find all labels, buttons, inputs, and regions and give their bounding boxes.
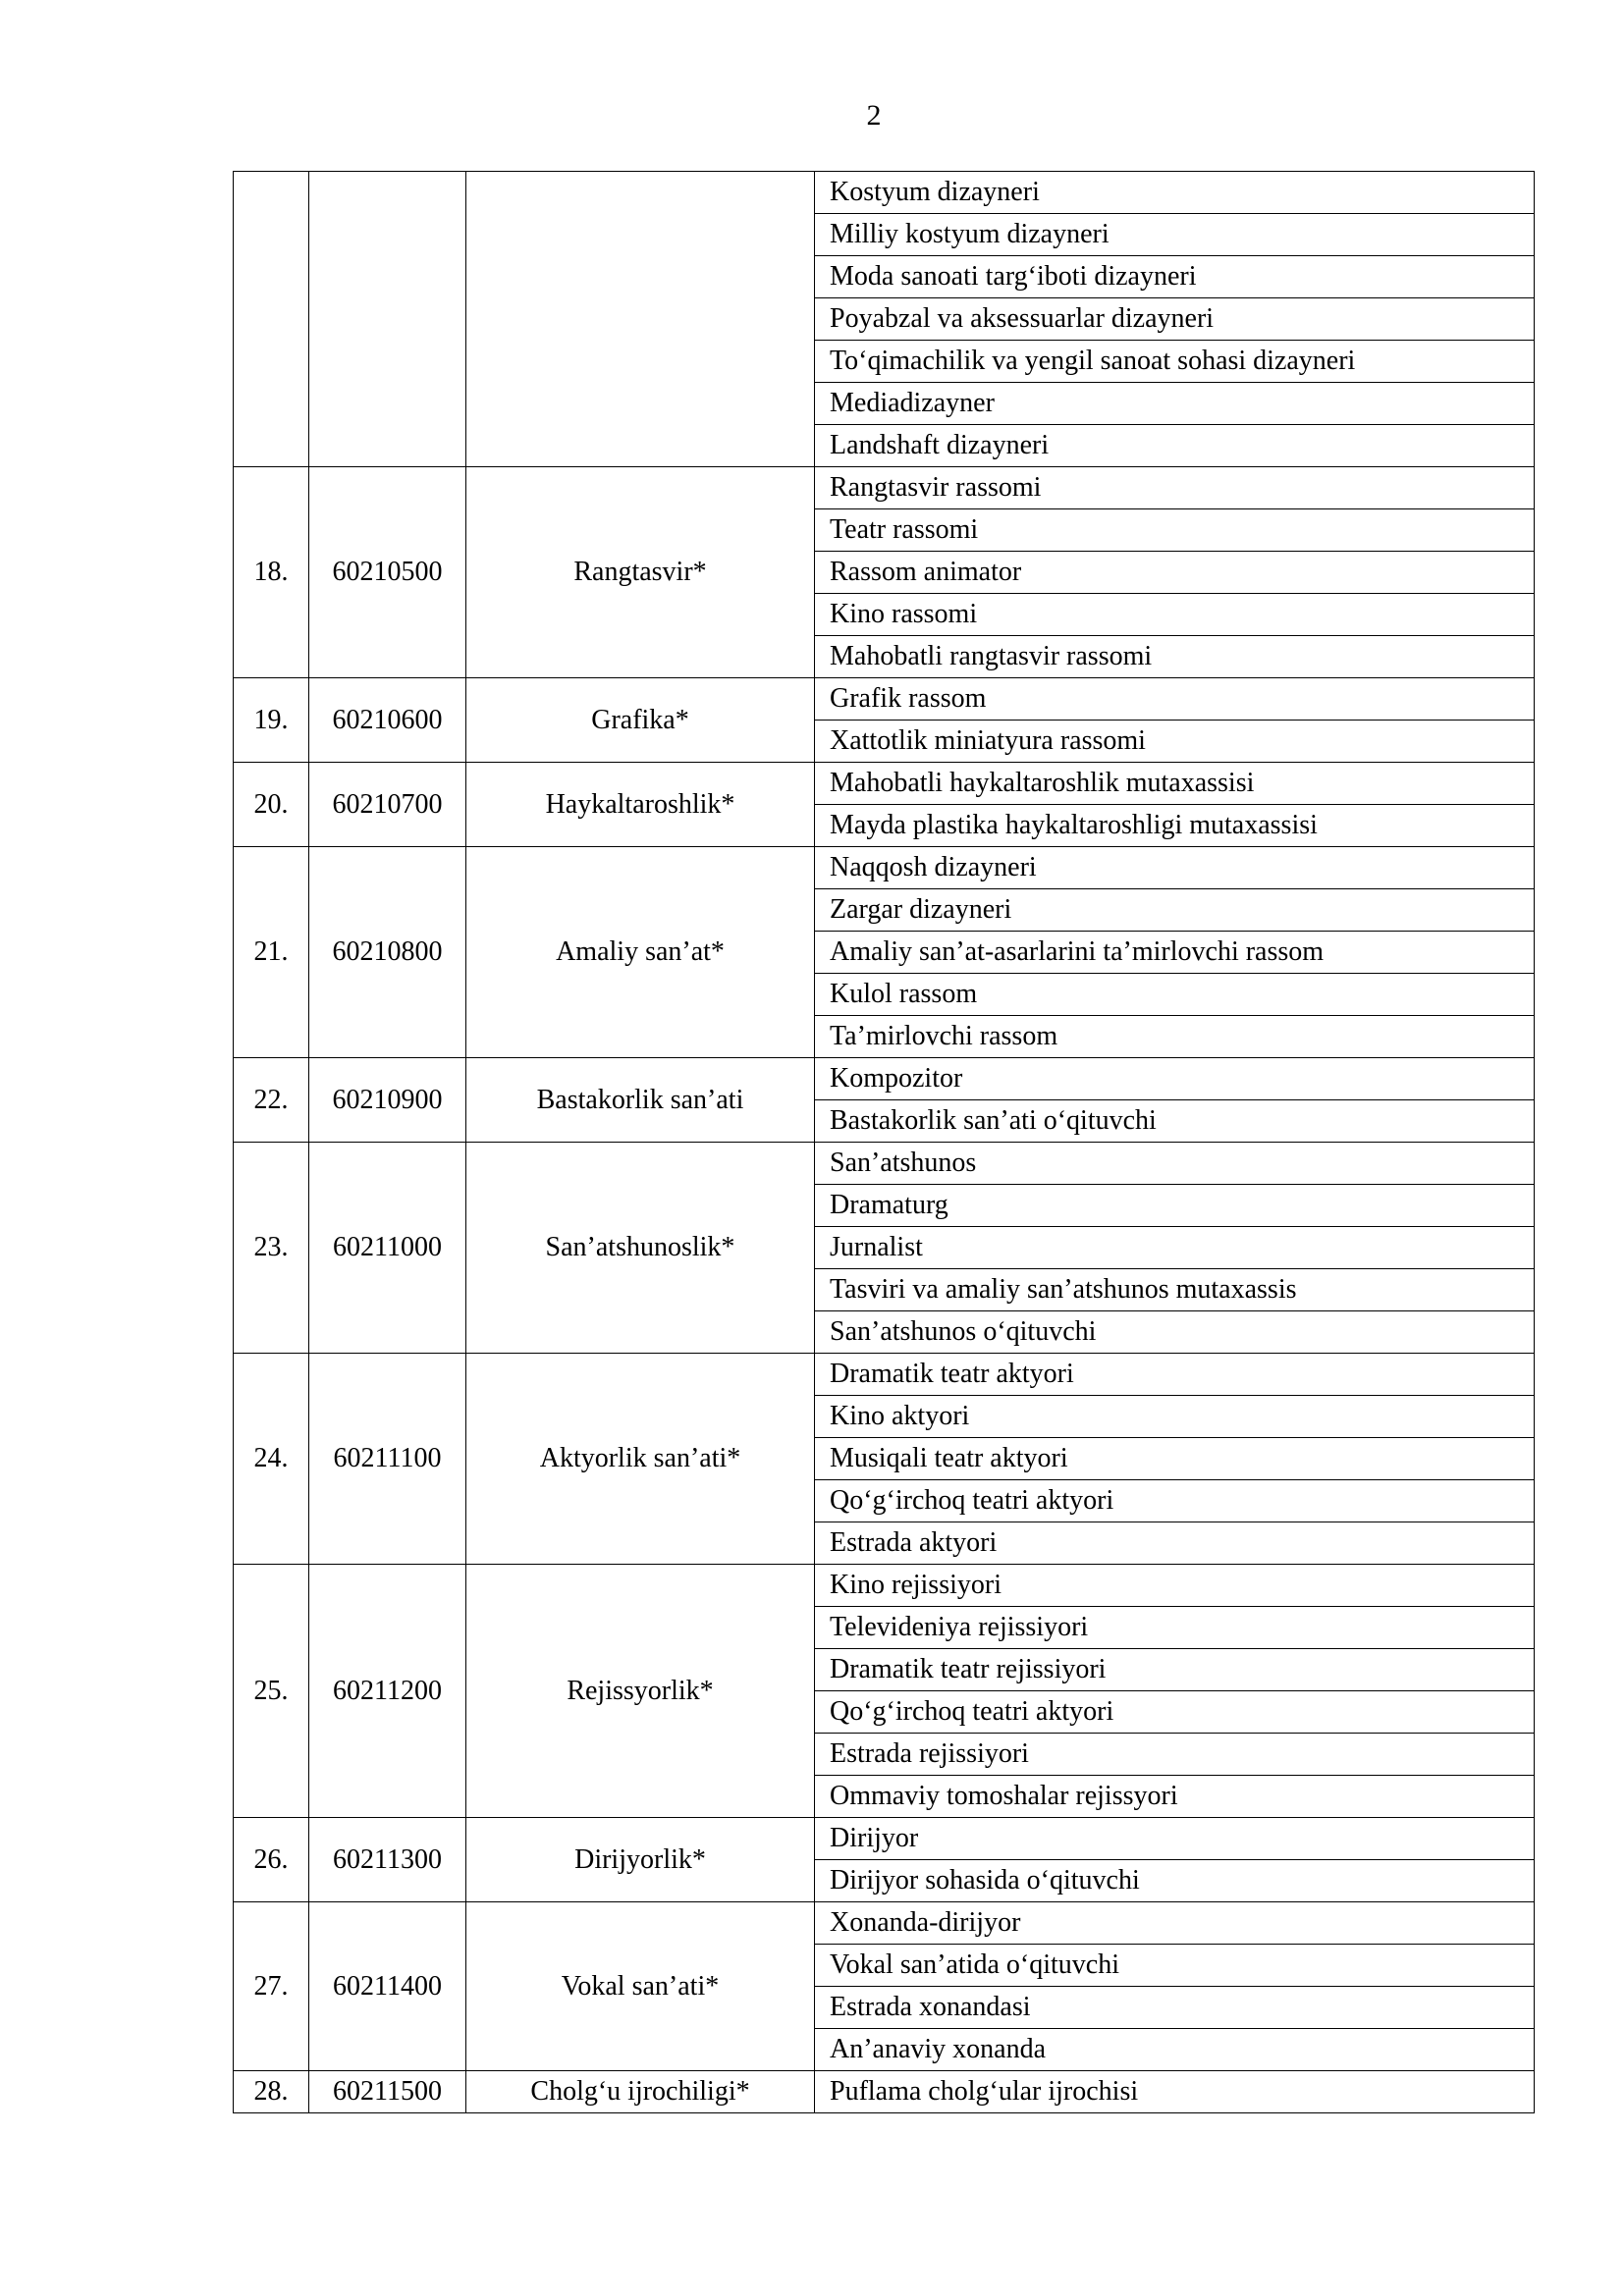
- profession-cell: Mediadizayner: [815, 383, 1535, 425]
- specialty-name-cell: Bastakorlik san’ati: [466, 1058, 815, 1143]
- specialty-name-cell: Dirijyorlik*: [466, 1818, 815, 1902]
- profession-cell: Tasviri va amaliy san’atshunos mutaxassis: [815, 1269, 1535, 1311]
- profession-cell: Milliy kostyum dizayneri: [815, 214, 1535, 256]
- profession-cell: Rangtasvir rassomi: [815, 467, 1535, 509]
- table-row: [234, 467, 1535, 509]
- profession-cell: Musiqali teatr aktyori: [815, 1438, 1535, 1480]
- profession-cell: Bastakorlik san’ati o‘qituvchi: [815, 1100, 1535, 1143]
- specialty-code-cell: 60210700: [309, 763, 466, 847]
- profession-cell: Zargar dizayneri: [815, 889, 1535, 932]
- profession-cell: Kino rejissiyori: [815, 1565, 1535, 1607]
- row-number-cell: 19.: [234, 678, 309, 763]
- profession-cell: Amaliy san’at-asarlarini ta’mirlovchi rassom: [815, 932, 1535, 974]
- profession-cell: Mayda plastika haykaltaroshligi mutaxassisi: [815, 805, 1535, 847]
- specialty-name-cell: Rejissyorlik*: [466, 1565, 815, 1818]
- profession-cell: Grafik rassom: [815, 678, 1535, 721]
- profession-cell: Mahobatli haykaltaroshlik mutaxassisi: [815, 763, 1535, 805]
- row-number-cell: 18.: [234, 467, 309, 678]
- profession-cell: San’atshunos: [815, 1143, 1535, 1185]
- table-row: [234, 2071, 1535, 2113]
- specialties-table: [233, 171, 1535, 2113]
- row-number-cell: 23.: [234, 1143, 309, 1354]
- row-number-cell: 24.: [234, 1354, 309, 1565]
- specialty-name-cell: [466, 172, 815, 467]
- row-number-cell: 28.: [234, 2071, 309, 2113]
- profession-cell: Estrada aktyori: [815, 1522, 1535, 1565]
- specialty-name-cell: Grafika*: [466, 678, 815, 763]
- profession-cell: Mahobatli rangtasvir rassomi: [815, 636, 1535, 678]
- profession-cell: Xattotlik miniatyura rassomi: [815, 721, 1535, 763]
- profession-cell: Estrada xonandasi: [815, 1987, 1535, 2029]
- profession-cell: An’anaviy xonanda: [815, 2029, 1535, 2071]
- row-number-cell: [234, 172, 309, 467]
- profession-cell: Kostyum dizayneri: [815, 172, 1535, 214]
- row-number-cell: 25.: [234, 1565, 309, 1818]
- profession-cell: San’atshunos o‘qituvchi: [815, 1311, 1535, 1354]
- specialty-code-cell: 60211100: [309, 1354, 466, 1565]
- profession-cell: Kino aktyori: [815, 1396, 1535, 1438]
- profession-cell: Puflama cholg‘ular ijrochisi: [815, 2071, 1535, 2113]
- table-row: [234, 1902, 1535, 1945]
- specialty-name-cell: Haykaltaroshlik*: [466, 763, 815, 847]
- specialty-name-cell: Amaliy san’at*: [466, 847, 815, 1058]
- profession-cell: Ta’mirlovchi rassom: [815, 1016, 1535, 1058]
- profession-cell: Kulol rassom: [815, 974, 1535, 1016]
- row-number-cell: 21.: [234, 847, 309, 1058]
- row-number-cell: 27.: [234, 1902, 309, 2071]
- table-row: [234, 1058, 1535, 1100]
- specialty-name-cell: San’atshunoslik*: [466, 1143, 815, 1354]
- specialty-code-cell: 60210500: [309, 467, 466, 678]
- table-row: [234, 172, 1535, 214]
- table-body: [234, 172, 1535, 2113]
- specialty-name-cell: Vokal san’ati*: [466, 1902, 815, 2071]
- profession-cell: Qo‘g‘irchoq teatri aktyori: [815, 1691, 1535, 1734]
- table-row: [234, 1818, 1535, 1860]
- specialty-code-cell: 60211000: [309, 1143, 466, 1354]
- table-row: [234, 763, 1535, 805]
- profession-cell: Rassom animator: [815, 552, 1535, 594]
- specialty-code-cell: 60211300: [309, 1818, 466, 1902]
- profession-cell: Ommaviy tomoshalar rejissyori: [815, 1776, 1535, 1818]
- profession-cell: Naqqosh dizayneri: [815, 847, 1535, 889]
- profession-cell: Televideniya rejissiyori: [815, 1607, 1535, 1649]
- profession-cell: Landshaft dizayneri: [815, 425, 1535, 467]
- table-row: [234, 1565, 1535, 1607]
- profession-cell: Xonanda-dirijyor: [815, 1902, 1535, 1945]
- profession-cell: Dramatik teatr aktyori: [815, 1354, 1535, 1396]
- specialty-name-cell: Aktyorlik san’ati*: [466, 1354, 815, 1565]
- specialty-code-cell: 60211500: [309, 2071, 466, 2113]
- profession-cell: Kino rassomi: [815, 594, 1535, 636]
- profession-cell: Teatr rassomi: [815, 509, 1535, 552]
- table-row: [234, 678, 1535, 721]
- row-number-cell: 22.: [234, 1058, 309, 1143]
- specialty-name-cell: Rangtasvir*: [466, 467, 815, 678]
- profession-cell: Qo‘g‘irchoq teatri aktyori: [815, 1480, 1535, 1522]
- profession-cell: To‘qimachilik va yengil sanoat sohasi dizayneri: [815, 341, 1535, 383]
- specialty-code-cell: 60211200: [309, 1565, 466, 1818]
- page-number: 2: [866, 99, 882, 132]
- profession-cell: Dirijyor: [815, 1818, 1535, 1860]
- table-row: [234, 1143, 1535, 1185]
- table-row: [234, 847, 1535, 889]
- specialty-code-cell: 60210800: [309, 847, 466, 1058]
- profession-cell: Poyabzal va aksessuarlar dizayneri: [815, 298, 1535, 341]
- specialty-name-cell: Cholg‘u ijrochiligi*: [466, 2071, 815, 2113]
- table-row: [234, 1354, 1535, 1396]
- profession-cell: Estrada rejissiyori: [815, 1734, 1535, 1776]
- profession-cell: Dirijyor sohasida o‘qituvchi: [815, 1860, 1535, 1902]
- profession-cell: Dramaturg: [815, 1185, 1535, 1227]
- profession-cell: Jurnalist: [815, 1227, 1535, 1269]
- specialty-code-cell: [309, 172, 466, 467]
- profession-cell: Vokal san’atida o‘qituvchi: [815, 1945, 1535, 1987]
- profession-cell: Moda sanoati targ‘iboti dizayneri: [815, 256, 1535, 298]
- profession-cell: Kompozitor: [815, 1058, 1535, 1100]
- specialty-code-cell: 60210900: [309, 1058, 466, 1143]
- row-number-cell: 20.: [234, 763, 309, 847]
- specialty-code-cell: 60211400: [309, 1902, 466, 2071]
- row-number-cell: 26.: [234, 1818, 309, 1902]
- specialty-code-cell: 60210600: [309, 678, 466, 763]
- profession-cell: Dramatik teatr rejissiyori: [815, 1649, 1535, 1691]
